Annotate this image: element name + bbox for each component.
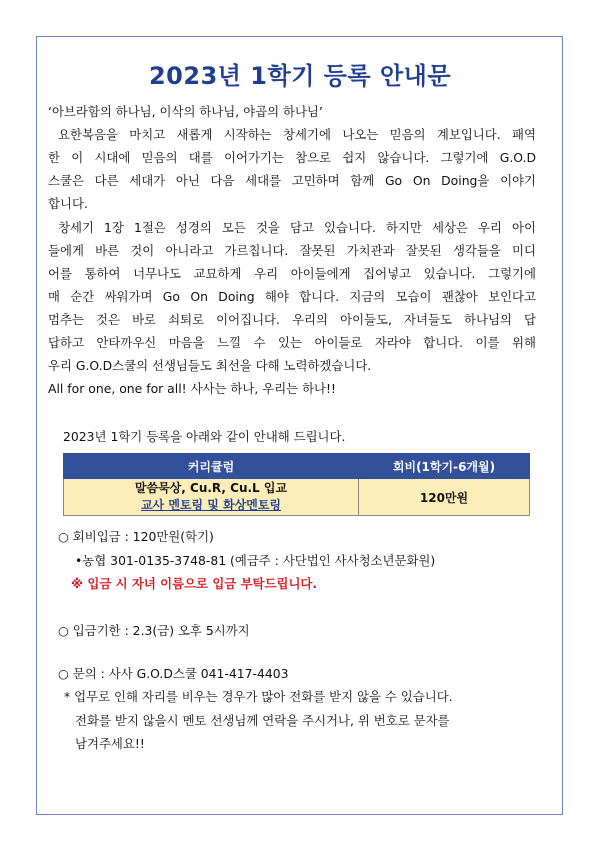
mentoring-link[interactable]: 교사 멘토링 및 화상멘토링 <box>140 498 282 512</box>
intro-paragraph-1-line: 한 이 시대에 믿음의 대를 이어가기는 참으로 쉽지 않습니다. 그렇기에 G.O.D <box>48 150 536 165</box>
intro-paragraph-2-line: 매 순간 싸워가며 Go On Doing 해야 합니다. 지금의 모습이 괜찮아 보인다고 <box>48 289 536 304</box>
intro-paragraph-1-line: 요한복음을 마치고 새롭게 시작하는 창세기에 나오는 믿음의 계보입니다. 패역 <box>58 127 536 142</box>
contact-note-line: 남겨주세요!! <box>75 736 145 751</box>
deposit-deadline: ○ 입금기한 : 2.3(금) 오후 5시까지 <box>58 623 250 638</box>
intro-quote: ‘아브라함의 하나님, 이삭의 하나님, 야곱의 하나님’ <box>48 104 323 119</box>
registration-table <box>63 453 530 516</box>
contact-note-line: * 업무로 인해 자리를 비우는 경우가 많아 전화를 받지 않을 수 있습니다. <box>64 689 453 704</box>
intro-paragraph-2-line: 창세기 1장 1절은 성경의 모든 것을 담고 있습니다. 하지만 세상은 우리 아이 <box>58 220 536 235</box>
table-row <box>64 479 530 516</box>
intro-paragraph-2-line: 답하고 안타까우신 마음을 느낄 수 있는 아이들로 자라야 합니다. 이를 위해 <box>48 335 536 350</box>
intro-paragraph-2-line: 들에게 바른 것이 아니라고 가르칩니다. 잘못된 가치관과 잘못된 생각들을 미디 <box>48 243 536 258</box>
intro-paragraph-2-line: 어를 통하여 너무나도 교묘하게 우리 아이들에게 집어넣고 있습니다. 그렇기에 <box>48 266 536 281</box>
contact-heading: ○ 문의 : 사사 G.O.D스쿨 041-417-4403 <box>58 666 289 681</box>
table-header-fee: 회비(1학기-6개월) <box>359 454 530 479</box>
fee-cell: 120만원 <box>359 479 530 516</box>
payment-heading: ○ 회비입금 : 120만원(학기) <box>58 529 214 544</box>
page-title: 2023년 1학기 등록 안내문 <box>148 62 452 90</box>
intro-paragraph-1-line: 스쿨은 다른 세대가 아닌 다음 세대를 고민하며 함께 Go On Doing을 이야기 <box>48 173 536 188</box>
deposit-warning: ※ 입금 시 자녀 이름으로 입금 부탁드립니다. <box>71 576 318 591</box>
intro-paragraph-2-line: 우리 G.O.D스쿨의 선생님들도 최선을 다해 노력하겠습니다. <box>48 358 372 373</box>
curriculum-cell <box>64 479 359 516</box>
contact-note-line: 전화를 받지 않을시 멘토 선생님께 연락을 주시거나, 위 번호로 문자를 <box>75 713 450 728</box>
intro-paragraph-1-line: 합니다. <box>48 196 88 211</box>
table-header-row <box>64 454 530 479</box>
notice-line: 2023년 1학기 등록을 아래와 같이 안내해 드립니다. <box>63 429 346 444</box>
table-header-curriculum: 커리큘럼 <box>64 454 359 479</box>
intro-paragraph-2-line: All for one, one for all! 사사는 하나, 우리는 하나!! <box>48 381 336 396</box>
curriculum-line: 말씀묵상, Cu.R, Cu.L 입교 <box>134 481 288 495</box>
bank-account: •농협 301-0135-3748-81 (예금주 : 사단법인 사사청소년문화원) <box>75 553 436 568</box>
intro-paragraph-2-line: 멈추는 것은 바로 쇠퇴로 이어집니다. 우리의 아이들도, 자녀들도 하나님의 답 <box>48 312 536 327</box>
